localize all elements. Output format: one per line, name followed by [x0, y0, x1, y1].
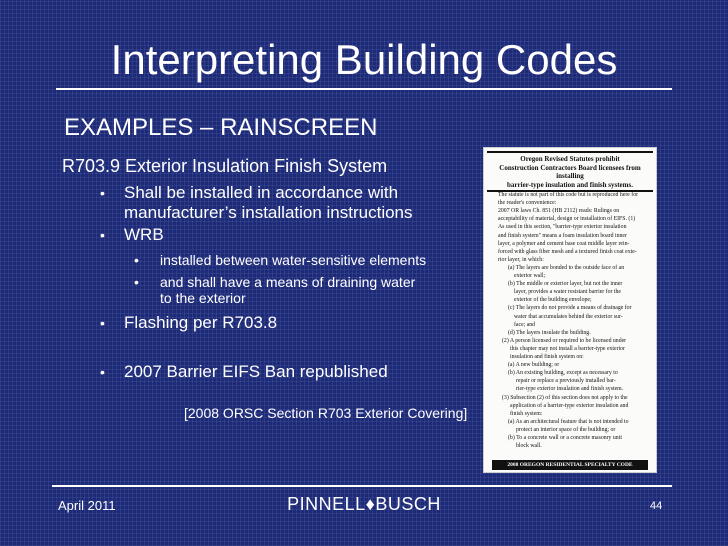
document-body-line: (d) The layers insulate the building. [508, 329, 591, 336]
section-heading: R703.9 Exterior Insulation Finish System [62, 156, 388, 176]
footer-brand-logo: PINNELL♦BUSCH [287, 494, 441, 514]
document-body-line: application of a barrier-type exterior insulation and [510, 402, 629, 409]
sub-bullet-1: installed between water-sensitive elements [160, 252, 427, 268]
sub-bullet-2-line-2: to the exterior [160, 290, 246, 306]
bullet-icon: • [100, 315, 105, 331]
bullet-icon: • [100, 227, 105, 243]
document-body-line: (a) As an architectural feature that is not intended to [508, 418, 629, 425]
document-footer: 2008 OREGON RESIDENTIAL SPECIALTY CODE [492, 460, 648, 470]
document-heading-line: Oregon Revised Statutes prohibit [520, 155, 620, 163]
document-body-line: (b) An existing building, except as necessary to [508, 370, 618, 377]
slide-title: Interpreting Building Codes [110, 36, 618, 83]
document-body-line: (a) The layers are bonded to the outside face of an [508, 264, 625, 271]
code-excerpt-document [484, 148, 656, 472]
bullet-icon: • [100, 185, 105, 201]
bullet-1-line-1: Shall be installed in accordance with [124, 183, 399, 202]
document-heading-line: barrier-type insulation and finish systems. [507, 180, 633, 189]
bullet-3: Flashing per R703.8 [124, 313, 278, 332]
document-body-line: rier-type exterior insulation and finish system. [516, 386, 624, 393]
footer-date: April 2011 [58, 498, 116, 513]
document-body-line: and finish system" means a foam insulation board inner [498, 232, 627, 239]
title-underline [56, 88, 672, 90]
code-reference: [2008 ORSC Section R703 Exterior Covering] [184, 405, 468, 421]
document-body-line: (c) The layers do not provide a means of drainage for [508, 305, 632, 312]
document-body-line: insulation and finish system on: [510, 354, 584, 360]
bullet-icon: • [100, 364, 105, 380]
footer-rule [52, 485, 672, 487]
document-body-line: layer, a polymer and cement base coat middle layer rein- [498, 240, 630, 247]
document-body-line: (b) The middle or exterior layer, but not the inner [508, 281, 623, 288]
document-body-line: this chapter may not install a barrier-type exterior [510, 345, 625, 352]
document-body-line: (3) Subsection (2) of this section does not apply to the [502, 394, 628, 401]
document-body-line: face; and [514, 321, 536, 328]
document-body-line: finish system: [510, 410, 543, 417]
document-body-line: exterior of the building envelope; [514, 297, 592, 304]
sub-bullet-2-line-1: and shall have a means of draining water [160, 274, 416, 290]
sub-bullet-icon: • [134, 274, 139, 290]
document-body-line: water that accumulates behind the exterior sur- [514, 313, 623, 320]
document-body-line: (a) A new building; or [508, 362, 560, 369]
document-body-line: exterior wall; [514, 273, 546, 279]
document-body-line: block wall. [516, 443, 542, 450]
document-body-line: repair or replace a previously installed bar- [516, 378, 616, 385]
document-body-line: As used in this section, "barrier-type exterior insulation [498, 224, 627, 231]
page-number: 44 [650, 500, 663, 512]
document-body-line: The statute is not part of this code but is reproduced here for [498, 192, 639, 198]
document-top-rule [487, 151, 653, 153]
bullet-1-line-2: manufacturer’s installation instructions [124, 203, 413, 222]
document-body-line: 2007 OR laws Ch. 851 (HB 2112) reads: Rulings on [498, 208, 620, 215]
document-body-line: layer, provides a water resistant barrier for the [514, 289, 621, 296]
slide-subtitle: EXAMPLES – RAINSCREEN [64, 114, 378, 141]
document-body-line: protect an interior space of the building; or [516, 426, 616, 433]
document-body-line: (2) A person licensed or required to be licensed under [502, 337, 627, 344]
document-body-line: rior layer, in which: [498, 256, 544, 263]
document-body-line: (b) To a concrete wall or a concrete masonry unit [508, 435, 622, 441]
bullet-2: WRB [124, 225, 164, 244]
document-heading-line: installing [556, 172, 584, 180]
bullet-4: 2007 Barrier EIFS Ban republished [124, 362, 388, 381]
sub-bullet-icon: • [134, 252, 139, 268]
document-heading-line: Construction Contractors Board licensees from [499, 163, 641, 172]
document-body-line: acceptability of material, design or installation of EIFS. (1) [498, 216, 636, 223]
document-body-line: the reader's convenience: [498, 200, 557, 207]
document-body-line: forced with glass fiber mesh and a textured finish coat exte- [498, 248, 637, 255]
